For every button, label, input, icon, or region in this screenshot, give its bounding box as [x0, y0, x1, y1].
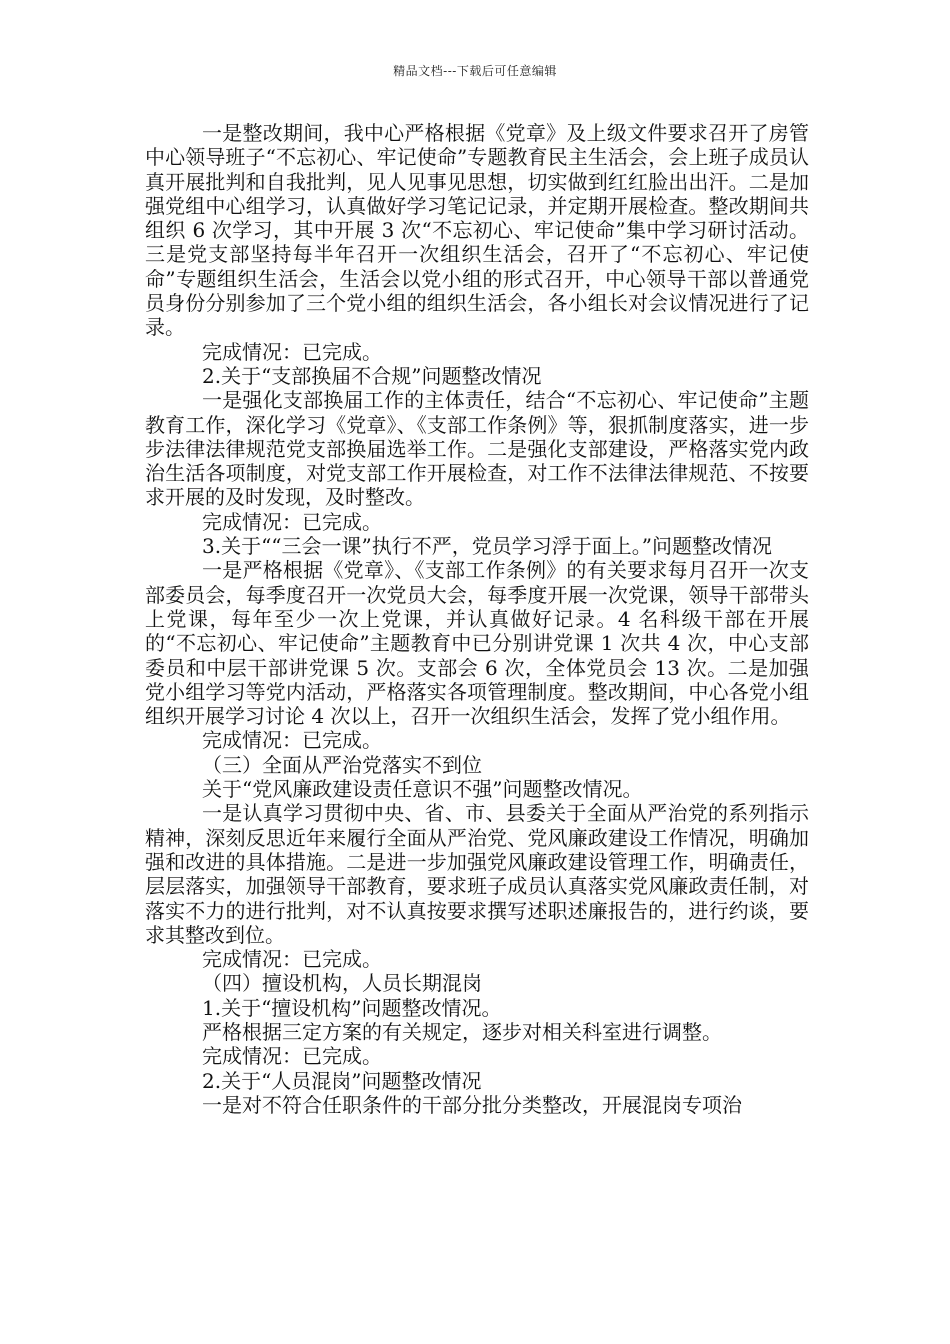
completion-status: 完成情况：已完成。: [202, 947, 382, 972]
section-heading-three-meetings: 3.关于““三会一课”执行不严，党员学习浮于面上。”问题整改情况: [202, 534, 772, 559]
completion-status: 完成情况：已完成。: [202, 509, 382, 534]
completion-status: 完成情况：已完成。: [202, 339, 382, 364]
subheading-integrity-responsibility: 关于“党风廉政建设责任意识不强”问题整改情况。: [202, 777, 643, 802]
paragraph-integrity: 一是认真学习贯彻中央、省、市、县委关于全面从严治党的系列指示精神，深刻反思近年来履行全面从严治党、党风廉政建设工作情况，明确加强和改进的具体措施。二是进一步加强党风廉政建设管理工作，明确责任，层层落实，加强领导干部教育，要求班子成员认真落实党风廉政责任制，对落实不力的进行批判，对不认真按要求撰写述职述廉报告的，进行约谈，要求其整改到位。: [145, 801, 809, 947]
paragraph-institutions: 严格根据三定方案的有关规定，逐步对相关科室进行调整。: [202, 1019, 722, 1044]
page-header: 精品文档---下载后可任意编辑: [393, 64, 557, 78]
paragraph-rectification-1: 一是整改期间，我中心严格根据《党章》及上级文件要求召开了房管中心领导班子“不忘初心、牢记使命”专题教育民主生活会，会上班子成员认真开展批判和自我批判，见人见事见思想，切实做到红红脸出出汗。二是加强党组中心组学习，认真做好学习笔记记录，并定期开展检查。整改期间共组织 6 次学习，其中开展 3 次“不忘初心、牢记使命”集中学习研讨活动。三是党支部坚持每半年召开一次组织生活会，召开了“不忘初心、牢记使命”专题组织生活会，生活会以党小组的形式召开，中心领导干部以普通党员身份分别参加了三个党小组的组织生活会，各小组长对会议情况进行了记录。: [145, 121, 809, 340]
document-body: [145, 121, 809, 1117]
paragraph-mixed-posts: 一是对不符合任职条件的干部分批分类整改，开展混岗专项治: [202, 1092, 742, 1117]
paragraph-branch-election: 一是强化支部换届工作的主体责任，结合“不忘初心、牢记使命”主题教育工作，深化学习《党章》、《支部工作条例》等，狠抓制度落实，进一步步法律法律规范党支部换届选举工作。二是强化支部建设，严格落实党内政治生活各项制度，对党支部工作开展检查，对工作不法律法律规范、不按要求开展的及时发现，及时整改。: [145, 388, 809, 510]
completion-status: 完成情况：已完成。: [202, 1044, 382, 1069]
subheading-unauthorized-institutions: 1.关于“擅设机构”问题整改情况。: [202, 995, 502, 1020]
section-heading-institutions: （四）擅设机构，人员长期混岗: [202, 971, 482, 996]
section-heading-party-discipline: （三）全面从严治党落实不到位: [202, 752, 482, 777]
completion-status: 完成情况：已完成。: [202, 728, 382, 753]
subheading-mixed-posts: 2.关于“人员混岗”问题整改情况: [202, 1068, 482, 1093]
paragraph-three-meetings: 一是严格根据《党章》、《支部工作条例》的有关要求每月召开一次支部委员会，每季度召开一次党员大会，每季度开展一次党课，领导干部带头上党课，每年至少一次上党课，并认真做好记录。4 名科级干部在开展的“不忘初心、牢记使命”主题教育中已分别讲党课 1 次共 4 次，中心支部委员和中层干部讲党课 5 次。支部会 6 次，全体党员会 13 次。二是加强党小组学习等党内活动，严格落实各项管理制度。整改期间，中心各党小组组织开展学习讨论 4 次以上，召开一次组织生活会，发挥了党小组作用。: [145, 558, 809, 729]
section-heading-branch-election: 2.关于“支部换届不合规”问题整改情况: [202, 363, 542, 388]
